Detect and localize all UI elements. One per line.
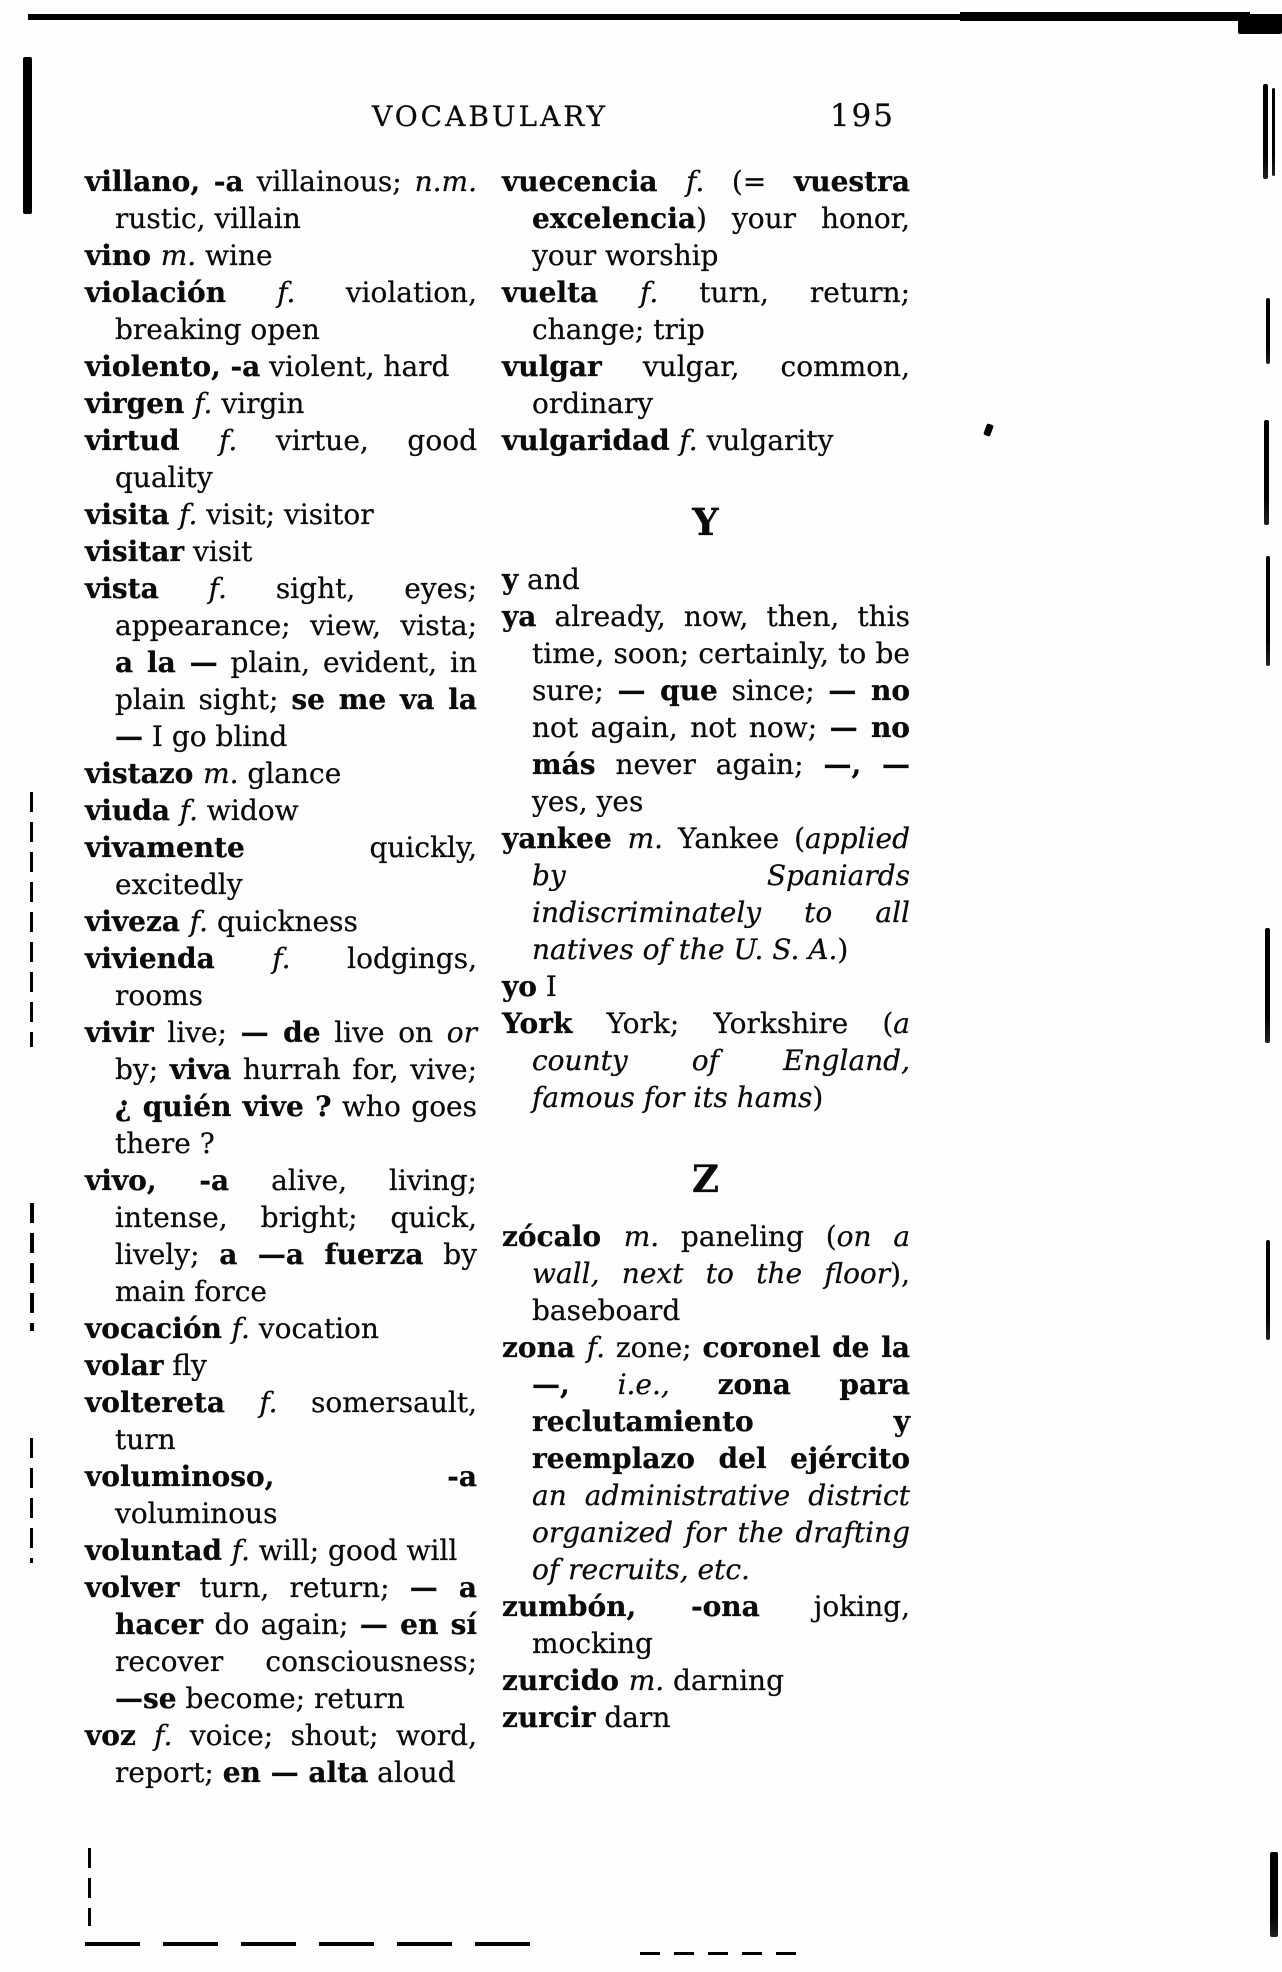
text-run: vivamente xyxy=(85,831,245,864)
text-run: who goes there ? xyxy=(115,1090,477,1160)
text-run: York xyxy=(502,1007,573,1040)
text-run: vivo, -a xyxy=(85,1164,230,1197)
text-run: — en sí xyxy=(359,1608,477,1641)
text-run xyxy=(570,1368,618,1401)
text-run: f. xyxy=(277,276,296,309)
text-run: f. xyxy=(219,424,238,457)
entry-york xyxy=(502,1005,910,1116)
text-run: darning xyxy=(664,1664,785,1697)
text-run: do again; xyxy=(203,1608,360,1641)
text-run: widow xyxy=(198,794,299,827)
text-run: voice; shout; word, report; xyxy=(115,1719,478,1789)
text-run: never again; xyxy=(595,748,824,781)
entry-vino xyxy=(85,237,477,274)
page-number: 195 xyxy=(829,98,895,134)
text-run: f. xyxy=(679,424,698,457)
text-run: yo xyxy=(502,970,537,1003)
section-header-y: Y xyxy=(692,500,720,544)
text-run: voz xyxy=(85,1719,155,1752)
text-run: zócalo xyxy=(502,1220,624,1253)
text-run: recover consciousness; xyxy=(115,1645,477,1678)
scan-artifact-bottom-dashes xyxy=(85,1942,535,1946)
text-run: f. xyxy=(179,794,198,827)
entry-zurcir xyxy=(502,1699,910,1736)
text-run: voluminoso, -a xyxy=(85,1460,477,1493)
text-run: somersault, turn xyxy=(115,1386,477,1456)
entry-vulgar xyxy=(502,348,910,422)
text-run: vuecencia xyxy=(502,165,686,198)
text-run: m. xyxy=(160,239,197,272)
text-run: f. xyxy=(231,1312,250,1345)
entry-viveza xyxy=(85,903,477,940)
entry-zocalo xyxy=(502,1218,910,1329)
text-run: darn xyxy=(595,1701,671,1734)
scan-artifact-top-rule-thick xyxy=(960,12,1250,21)
section-header-z: Z xyxy=(691,1157,720,1201)
text-run: an administrative district organized for the drafting of recruits, etc. xyxy=(532,1479,910,1586)
scan-artifact-right-streak xyxy=(1263,84,1268,179)
text-run: vocación xyxy=(85,1312,232,1345)
text-run: —, — xyxy=(823,748,910,781)
text-run: ) xyxy=(812,1081,824,1114)
text-run: — no más xyxy=(532,711,910,781)
text-run: m. xyxy=(623,1220,660,1253)
entry-vivamente xyxy=(85,829,477,903)
text-run: volver xyxy=(85,1571,180,1604)
text-run: live on xyxy=(320,1016,447,1049)
text-run: vistazo xyxy=(85,757,204,790)
text-run: — de xyxy=(240,1016,321,1049)
entry-vuelta xyxy=(502,274,910,348)
entry-virtud xyxy=(85,422,477,496)
text-run: by; xyxy=(115,1053,170,1086)
text-run: m. xyxy=(203,757,239,790)
text-run: yes, yes xyxy=(532,785,644,818)
text-run: violent, hard xyxy=(260,350,450,383)
text-run: quickly, excitedly xyxy=(115,831,477,901)
text-run: visit xyxy=(184,535,253,568)
text-run: violation, breaking open xyxy=(115,276,477,346)
entry-viuda xyxy=(85,792,477,829)
text-run: f. xyxy=(686,165,705,198)
text-run: a —a fuerza xyxy=(219,1238,424,1271)
text-run: paneling ( xyxy=(659,1220,837,1253)
entry-voluminoso xyxy=(85,1458,477,1532)
text-run: vocation xyxy=(249,1312,379,1345)
column-left xyxy=(85,163,477,1791)
text-run: I xyxy=(536,970,557,1003)
text-run: voltereta xyxy=(85,1386,260,1419)
text-run: lodgings, rooms xyxy=(115,942,477,1012)
text-run: voluntad xyxy=(85,1534,232,1567)
text-run: hurrah for, vive; xyxy=(231,1053,477,1086)
text-run: f. xyxy=(272,942,291,975)
entry-vuecencia xyxy=(502,163,910,274)
entry-ya xyxy=(502,598,910,820)
text-run xyxy=(670,1368,718,1401)
text-run: live; xyxy=(153,1016,241,1049)
text-run: become; return xyxy=(176,1682,405,1715)
text-run: glance xyxy=(238,757,342,790)
text-run: volar xyxy=(85,1349,164,1382)
text-run: quickness xyxy=(208,905,358,938)
entry-vivienda xyxy=(85,940,477,1014)
text-run: y xyxy=(502,563,519,596)
scan-artifact-speck xyxy=(983,423,994,437)
entry-y xyxy=(502,561,910,598)
text-run: turn, return; change; trip xyxy=(532,276,910,346)
scan-artifact-left-line xyxy=(30,1203,34,1331)
text-run: viva xyxy=(169,1053,232,1086)
entry-vivo xyxy=(85,1162,477,1310)
text-run: f. xyxy=(189,905,209,938)
text-run: ya xyxy=(502,600,537,633)
text-run: ¿ quién vive ? xyxy=(115,1090,332,1123)
text-run: se me va la — xyxy=(115,683,477,753)
text-run: or xyxy=(446,1016,477,1049)
running-head xyxy=(85,100,895,140)
text-run: virgen xyxy=(85,387,195,420)
text-run: visita xyxy=(85,498,180,531)
text-run: vivir xyxy=(85,1016,154,1049)
scan-artifact-right-streak xyxy=(1265,928,1270,1043)
text-run: virgin xyxy=(212,387,305,420)
text-run: f. xyxy=(231,1534,250,1567)
entry-voz xyxy=(85,1717,477,1791)
text-run: and xyxy=(518,563,580,596)
text-run: plain, evident, in plain sight; xyxy=(115,646,477,716)
page-title: VOCABULARY xyxy=(371,100,609,133)
entry-volar xyxy=(85,1347,477,1384)
text-run: vivienda xyxy=(85,942,273,975)
text-run: n.m. xyxy=(414,165,478,198)
text-run: sight, eyes; appearance; view, vista; xyxy=(115,572,477,642)
scan-artifact-right-streak xyxy=(1266,1240,1270,1340)
text-run: fly xyxy=(163,1349,207,1382)
text-run: a county of England, famous for its hams xyxy=(532,1007,910,1114)
scan-artifact-top-rule-blob xyxy=(1238,17,1282,34)
text-run: virtue, good quality xyxy=(115,424,477,494)
text-run: violación xyxy=(85,276,278,309)
text-run: zurcir xyxy=(502,1701,596,1734)
text-run: York; Yorkshire ( xyxy=(572,1007,894,1040)
entry-vulgaridad xyxy=(502,422,910,459)
text-run: visitar xyxy=(85,535,185,568)
text-run: en — alta xyxy=(222,1756,369,1789)
text-run: on a wall, next to the floor xyxy=(532,1220,911,1290)
text-run: I go blind xyxy=(143,720,288,753)
text-run: f. xyxy=(208,572,227,605)
text-run: f. xyxy=(640,276,659,309)
entry-zona xyxy=(502,1329,910,1588)
text-run: already, now, then, this time, soon; certainly, to be sure; xyxy=(532,600,910,707)
text-run: virtud xyxy=(85,424,219,457)
text-run: m. xyxy=(627,822,664,855)
entry-vistazo xyxy=(85,755,477,792)
text-run: by main force xyxy=(115,1238,478,1308)
text-run: vulgaridad xyxy=(502,424,680,457)
text-run: viuda xyxy=(85,794,180,827)
text-run: f. xyxy=(154,1719,173,1752)
scan-artifact-left-bracket xyxy=(23,57,32,214)
text-run: (= xyxy=(704,165,794,198)
text-run: aloud xyxy=(368,1756,456,1789)
entry-villano xyxy=(85,163,477,237)
entry-voltereta xyxy=(85,1384,477,1458)
text-run: f. xyxy=(179,498,198,531)
scan-artifact-right-streak xyxy=(1272,88,1275,176)
text-run: rustic, villain xyxy=(115,202,301,235)
entry-vivir xyxy=(85,1014,477,1162)
scan-artifact-right-streak xyxy=(1266,298,1270,364)
scan-artifact-right-streak xyxy=(1270,1852,1278,1937)
entry-zumbon xyxy=(502,1588,910,1662)
text-run: coronel de la —, xyxy=(532,1331,910,1401)
column-right xyxy=(502,163,910,1736)
text-run: zona xyxy=(502,1331,587,1364)
text-run: zona para reclutamiento y reemplazo del ejército xyxy=(532,1368,910,1475)
entry-visita xyxy=(85,496,477,533)
text-run: turn, return; xyxy=(179,1571,410,1604)
entry-vista xyxy=(85,570,477,755)
entry-voluntad xyxy=(85,1532,477,1569)
text-run: i.e., xyxy=(617,1368,670,1401)
text-run: vulgarity xyxy=(697,424,834,457)
text-run: vista xyxy=(85,572,209,605)
text-run: a la — xyxy=(115,646,218,679)
text-run: — a hacer xyxy=(115,1571,477,1641)
text-run: will; good will xyxy=(249,1534,458,1567)
text-run: vulgar xyxy=(502,350,602,383)
text-run: not again, not now; xyxy=(532,711,830,744)
entry-yankee xyxy=(502,820,910,968)
entry-volver xyxy=(85,1569,477,1717)
text-run: applied by Spaniards indiscriminately to all natives of the U. S. A. xyxy=(532,822,910,966)
text-run: zone; xyxy=(605,1331,703,1364)
text-run: zumbón, -ona xyxy=(502,1590,760,1623)
text-run: villano, -a xyxy=(85,165,244,198)
scan-artifact-left-line xyxy=(30,792,33,1047)
entry-virgen xyxy=(85,385,477,422)
entry-violacion xyxy=(85,274,477,348)
text-run: zurcido xyxy=(502,1664,629,1697)
entry-violento xyxy=(85,348,477,385)
text-run: wine xyxy=(196,239,273,272)
text-run: joking, mocking xyxy=(532,1590,910,1660)
text-run: villainous; xyxy=(243,165,415,198)
text-run: vuestra excelencia xyxy=(532,165,910,235)
text-run: Yankee ( xyxy=(663,822,806,855)
scan-artifact-bottom-dashes xyxy=(640,1952,810,1955)
text-run: vuelta xyxy=(502,276,641,309)
text-run: viveza xyxy=(85,905,190,938)
text-run: vulgar, common, ordinary xyxy=(532,350,910,420)
text-run: — no xyxy=(828,674,911,707)
text-run: —se xyxy=(115,1682,177,1715)
text-run: m. xyxy=(628,1664,665,1697)
text-run: ) xyxy=(837,933,849,966)
scan-artifact-right-streak xyxy=(1264,420,1269,525)
text-run: vino xyxy=(85,239,161,272)
text-run: f. xyxy=(194,387,213,420)
entry-yo xyxy=(502,968,910,1005)
entry-zurcido xyxy=(502,1662,910,1699)
entry-visitar xyxy=(85,533,477,570)
entry-vocacion xyxy=(85,1310,477,1347)
text-run: since; xyxy=(717,674,829,707)
text-run: yankee xyxy=(502,822,628,855)
scan-artifact-left-line xyxy=(30,1438,33,1563)
text-run: ), baseboard xyxy=(532,1257,910,1327)
scan-artifact-left-line xyxy=(88,1848,91,1926)
text-run: — que xyxy=(617,674,718,707)
text-run: f. xyxy=(586,1331,606,1364)
text-run: violento, -a xyxy=(85,350,261,383)
scan-artifact-right-streak xyxy=(1266,556,1270,666)
text-run: visit; visitor xyxy=(197,498,374,531)
text-run: alive, living; intense, bright; quick, lively; xyxy=(115,1164,477,1271)
text-run: ) your honor, your worship xyxy=(532,202,910,272)
text-run: f. xyxy=(259,1386,278,1419)
text-run: voluminous xyxy=(115,1497,278,1530)
